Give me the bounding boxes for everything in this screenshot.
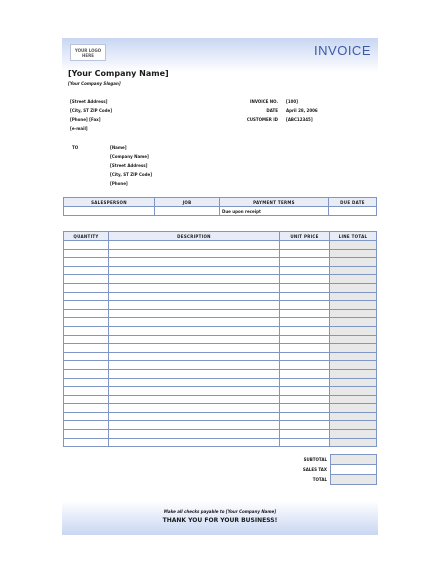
table-row xyxy=(64,438,377,447)
unit-price-cell[interactable] xyxy=(280,352,330,361)
line-total-cell[interactable] xyxy=(330,412,377,421)
description-cell[interactable] xyxy=(109,344,280,353)
table-row xyxy=(64,395,377,404)
line-total-header: LINE TOTAL xyxy=(330,232,377,241)
description-cell[interactable] xyxy=(109,438,280,447)
description-cell[interactable] xyxy=(109,292,280,301)
quantity-cell[interactable] xyxy=(64,387,109,396)
table-row xyxy=(64,412,377,421)
unit-price-cell[interactable] xyxy=(280,430,330,439)
items-table xyxy=(63,231,377,447)
line-total-cell[interactable] xyxy=(330,292,377,301)
unit-price-cell[interactable] xyxy=(280,301,330,310)
description-cell[interactable] xyxy=(109,241,280,250)
quantity-cell[interactable] xyxy=(64,438,109,447)
line-total-cell[interactable] xyxy=(330,326,377,335)
subtotal-value[interactable] xyxy=(331,455,377,465)
totals-table xyxy=(62,454,377,485)
description-cell[interactable] xyxy=(109,361,280,370)
sales-tax-value[interactable] xyxy=(331,465,377,475)
description-cell[interactable] xyxy=(109,395,280,404)
to-company: [Company Name] xyxy=(110,154,149,159)
quantity-cell[interactable] xyxy=(64,249,109,258)
quantity-cell[interactable] xyxy=(64,361,109,370)
unit-price-cell[interactable] xyxy=(280,404,330,413)
date-value: April 28, 2006 xyxy=(286,108,318,113)
sender-email: [e-mail] xyxy=(70,126,88,131)
quantity-cell[interactable] xyxy=(64,395,109,404)
quantity-cell[interactable] xyxy=(64,335,109,344)
table-row xyxy=(64,309,377,318)
description-cell[interactable] xyxy=(109,430,280,439)
table-row xyxy=(64,421,377,430)
description-cell[interactable] xyxy=(109,275,280,284)
description-cell[interactable] xyxy=(109,335,280,344)
table-row xyxy=(64,369,377,378)
line-total-cell[interactable] xyxy=(330,438,377,447)
to-phone: [Phone] xyxy=(110,181,128,186)
subtotal-label: SUBTOTAL xyxy=(303,457,327,462)
line-total-cell[interactable] xyxy=(330,283,377,292)
unit-price-cell[interactable] xyxy=(280,292,330,301)
line-total-cell[interactable] xyxy=(330,404,377,413)
quantity-cell[interactable] xyxy=(64,275,109,284)
unit-price-cell[interactable] xyxy=(280,309,330,318)
payment-terms-cell[interactable]: Due upon receipt xyxy=(220,207,329,216)
unit-price-cell[interactable] xyxy=(280,361,330,370)
line-total-cell[interactable] xyxy=(330,309,377,318)
line-total-cell[interactable] xyxy=(330,344,377,353)
customer-id-label: CUSTOMER ID xyxy=(246,117,278,122)
unit-price-cell[interactable] xyxy=(280,318,330,327)
line-total-cell[interactable] xyxy=(330,430,377,439)
quantity-cell[interactable] xyxy=(64,369,109,378)
table-row xyxy=(64,292,377,301)
quantity-cell[interactable] xyxy=(64,344,109,353)
line-total-cell[interactable] xyxy=(330,361,377,370)
sales-info-table xyxy=(63,197,377,216)
quantity-cell[interactable] xyxy=(64,352,109,361)
unit-price-cell[interactable] xyxy=(280,335,330,344)
quantity-cell[interactable] xyxy=(64,241,109,250)
table-row xyxy=(64,387,377,396)
line-total-cell[interactable] xyxy=(330,387,377,396)
unit-price-cell[interactable] xyxy=(280,266,330,275)
invoice-sheet xyxy=(62,38,378,535)
line-total-cell[interactable] xyxy=(330,352,377,361)
invoice-no-value: [100] xyxy=(286,99,299,104)
line-total-cell[interactable] xyxy=(330,378,377,387)
invoice-no-label: INVOICE NO. xyxy=(250,99,278,104)
unit-price-cell[interactable] xyxy=(280,258,330,267)
to-city: [City, ST ZIP Code] xyxy=(110,172,153,177)
line-total-cell[interactable] xyxy=(330,249,377,258)
sender-phone: [Phone] [Fax] xyxy=(70,117,101,122)
description-cell[interactable] xyxy=(109,249,280,258)
line-total-cell[interactable] xyxy=(330,318,377,327)
table-row xyxy=(64,275,377,284)
quantity-cell[interactable] xyxy=(64,412,109,421)
quantity-cell[interactable] xyxy=(64,378,109,387)
description-cell[interactable] xyxy=(109,352,280,361)
table-row xyxy=(64,335,377,344)
quantity-cell[interactable] xyxy=(64,258,109,267)
quantity-cell[interactable] xyxy=(64,430,109,439)
unit-price-cell[interactable] xyxy=(280,249,330,258)
quantity-cell[interactable] xyxy=(64,283,109,292)
table-row xyxy=(64,266,377,275)
unit-price-cell[interactable] xyxy=(280,344,330,353)
total-value[interactable] xyxy=(331,475,377,485)
quantity-cell[interactable] xyxy=(64,318,109,327)
quantity-header: QUANTITY xyxy=(64,232,109,241)
description-cell[interactable] xyxy=(109,412,280,421)
total-label: TOTAL xyxy=(312,477,327,482)
unit-price-cell[interactable] xyxy=(280,241,330,250)
invoice-title: INVOICE xyxy=(314,43,371,58)
unit-price-cell[interactable] xyxy=(280,369,330,378)
description-cell[interactable] xyxy=(109,283,280,292)
sender-street: [Street Address] xyxy=(70,99,108,104)
salesperson-cell[interactable] xyxy=(64,207,155,216)
company-name: [Your Company Name] xyxy=(68,69,169,78)
job-header: JOB xyxy=(155,198,220,207)
description-cell[interactable] xyxy=(109,301,280,310)
thank-you-note: THANK YOU FOR YOUR BUSINESS! xyxy=(162,517,278,524)
quantity-cell[interactable] xyxy=(64,326,109,335)
line-total-cell[interactable] xyxy=(330,241,377,250)
unit-price-cell[interactable] xyxy=(280,395,330,404)
customer-id-value: [ABC12345] xyxy=(286,117,313,122)
table-row xyxy=(64,344,377,353)
unit-price-cell[interactable] xyxy=(280,421,330,430)
quantity-cell[interactable] xyxy=(64,309,109,318)
sender-city: [City, ST ZIP Code] xyxy=(70,108,113,113)
due-date-header: DUE DATE xyxy=(329,198,377,207)
unit-price-cell[interactable] xyxy=(280,378,330,387)
to-street: [Street Address] xyxy=(110,163,148,168)
description-cell[interactable] xyxy=(109,378,280,387)
line-total-cell[interactable] xyxy=(330,335,377,344)
to-label: TO xyxy=(72,145,79,150)
job-cell[interactable] xyxy=(155,207,220,216)
unit-price-cell[interactable] xyxy=(280,387,330,396)
line-total-cell[interactable] xyxy=(330,266,377,275)
description-cell[interactable] xyxy=(109,266,280,275)
table-row xyxy=(64,430,377,439)
description-cell[interactable] xyxy=(109,404,280,413)
table-row xyxy=(64,258,377,267)
description-cell[interactable] xyxy=(109,318,280,327)
description-cell[interactable] xyxy=(109,326,280,335)
payment-terms-header: PAYMENT TERMS xyxy=(220,198,329,207)
table-row xyxy=(64,326,377,335)
logo-placeholder: YOUR LOGO HERE xyxy=(70,44,106,61)
table-row xyxy=(64,404,377,413)
line-total-cell[interactable] xyxy=(330,275,377,284)
due-date-cell[interactable] xyxy=(329,207,377,216)
unit-price-cell[interactable] xyxy=(280,412,330,421)
table-row xyxy=(64,283,377,292)
payable-note: Make all checks payable to [Your Company Name] xyxy=(163,509,277,514)
unit-price-cell[interactable] xyxy=(280,438,330,447)
description-header: DESCRIPTION xyxy=(109,232,280,241)
description-cell[interactable] xyxy=(109,258,280,267)
to-name: [Name] xyxy=(110,145,127,150)
line-total-cell[interactable] xyxy=(330,258,377,267)
table-row xyxy=(64,249,377,258)
line-total-cell[interactable] xyxy=(330,395,377,404)
unit-price-cell[interactable] xyxy=(280,275,330,284)
quantity-cell[interactable] xyxy=(64,292,109,301)
table-row xyxy=(64,361,377,370)
quantity-cell[interactable] xyxy=(64,266,109,275)
salesperson-header: SALESPERSON xyxy=(64,198,155,207)
table-row xyxy=(64,378,377,387)
table-row xyxy=(64,352,377,361)
unit-price-cell[interactable] xyxy=(280,326,330,335)
description-cell[interactable] xyxy=(109,369,280,378)
description-cell[interactable] xyxy=(109,309,280,318)
sales-tax-label: SALES TAX xyxy=(302,467,327,472)
description-cell[interactable] xyxy=(109,421,280,430)
quantity-cell[interactable] xyxy=(64,301,109,310)
line-total-cell[interactable] xyxy=(330,369,377,378)
table-row xyxy=(64,301,377,310)
description-cell[interactable] xyxy=(109,387,280,396)
line-total-cell[interactable] xyxy=(330,301,377,310)
quantity-cell[interactable] xyxy=(64,421,109,430)
quantity-cell[interactable] xyxy=(64,404,109,413)
table-row xyxy=(64,318,377,327)
table-row xyxy=(64,241,377,250)
unit-price-header: UNIT PRICE xyxy=(280,232,330,241)
line-total-cell[interactable] xyxy=(330,421,377,430)
date-label: DATE xyxy=(266,108,278,113)
unit-price-cell[interactable] xyxy=(280,283,330,292)
company-slogan: [Your Company Slogan] xyxy=(68,81,121,86)
